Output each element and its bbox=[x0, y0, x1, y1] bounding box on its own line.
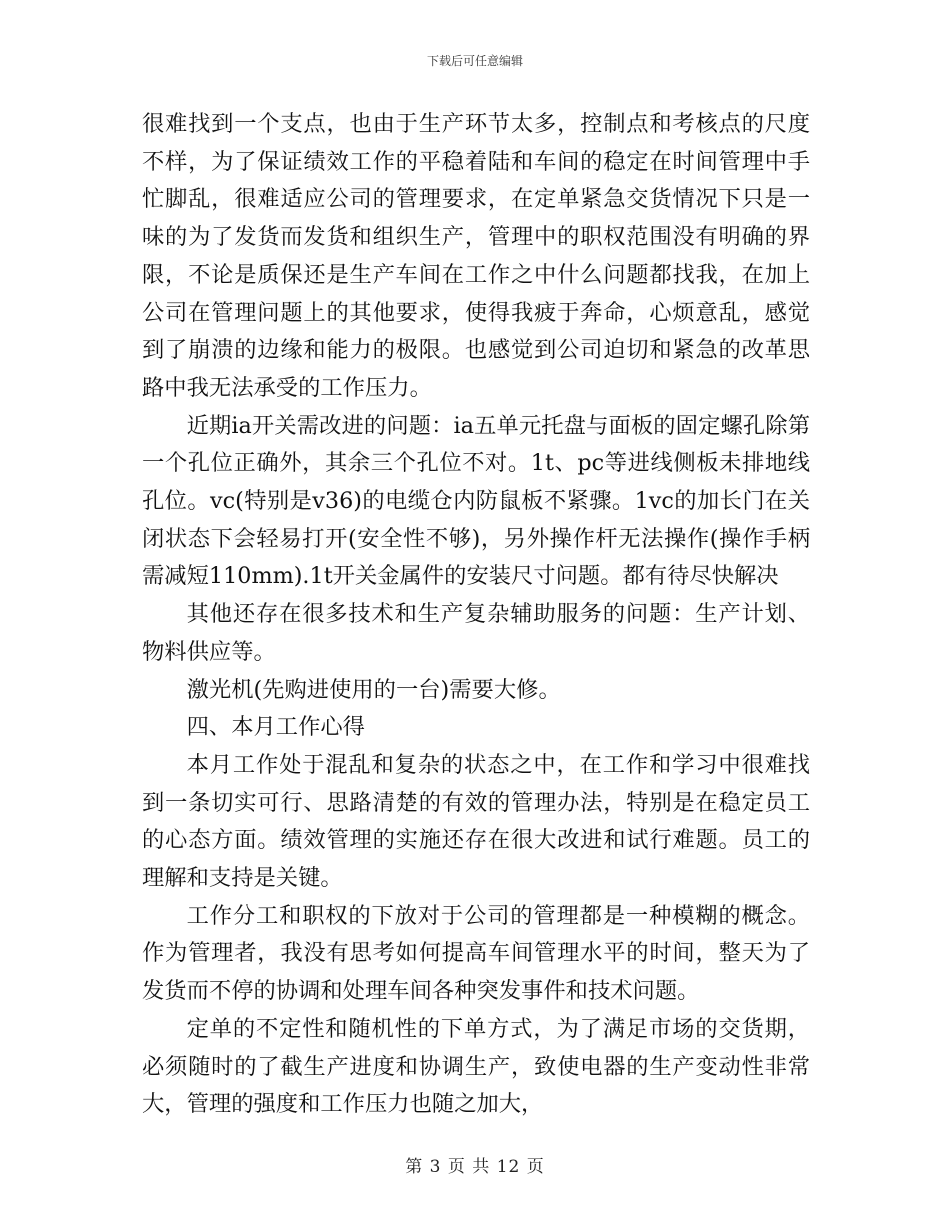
paragraph-division-of-work: 工作分工和职权的下放对于公司的管理都是一种模糊的概念。作为管理者，我没有思考如何提高车间管理水平的时间，整天为了发货而不停的协调和处理车间各种突发事件和技术问题。 bbox=[142, 902, 810, 1005]
page-number bbox=[0, 1152, 950, 1177]
document-body bbox=[142, 106, 810, 1124]
section-heading: 四、本月工作心得 bbox=[186, 714, 365, 741]
page-number-label: 第 3 页 共 12 页 bbox=[405, 1157, 545, 1177]
paragraph-switch-issues: 近期ia开关需改进的问题：ia五单元托盘与面板的固定螺孔除第一个孔位正确外，其余三个孔位不对。1t、pc等进线侧板未排地线孔位。vc(特别是v36)的电缆仓内防鼠板不紧骤。1vc的加长门在关闭状态下会轻易打开(安全性不够)，另外操作杆无法操作(操作手柄需减短110mm).1t开关金属件的安装尺寸问题。都有待尽快解决 bbox=[142, 412, 810, 590]
paragraph-order-uncertainty: 定单的不定性和随机性的下单方式，为了满足市场的交货期，必须随时的了截生产进度和协调生产，致使电器的生产变动性非常大，管理的强度和工作压力也随之加大， bbox=[142, 1015, 810, 1118]
paragraph-laser-machine: 激光机(先购进使用的一台)需要大修。 bbox=[186, 676, 561, 703]
paragraph-monthly-insight: 本月工作处于混乱和复杂的状态之中，在工作和学习中很难找到一条切实可行、思路清楚的有效的管理办法，特别是在稳定员工的心态方面。绩效管理的实施还存在很大改进和试行难题。员工的理解和支持是关键。 bbox=[142, 751, 810, 892]
header-note: 下载后可任意编辑 bbox=[426, 54, 523, 68]
paragraph-other-issues: 其他还存在很多技术和生产复杂辅助服务的问题：生产计划、物料供应等。 bbox=[142, 601, 810, 665]
paragraph-continuation: 很难找到一个支点，也由于生产环节太多，控制点和考核点的尺度不样，为了保证绩效工作的平稳着陆和车间的稳定在时间管理中手忙脚乱，很难适应公司的管理要求，在定单紧急交货情况下只是一味的为了发货而发货和组织生产，管理中的职权范围没有明确的界限，不论是质保还是生产车间在工作之中什么问题都找我，在加上公司在管理问题上的其他要求，使得我疲于奔命，心烦意乱，感觉到了崩溃的边缘和能力的极限。也感觉到公司迫切和紧急的改革思路中我无法承受的工作压力。 bbox=[142, 111, 810, 401]
